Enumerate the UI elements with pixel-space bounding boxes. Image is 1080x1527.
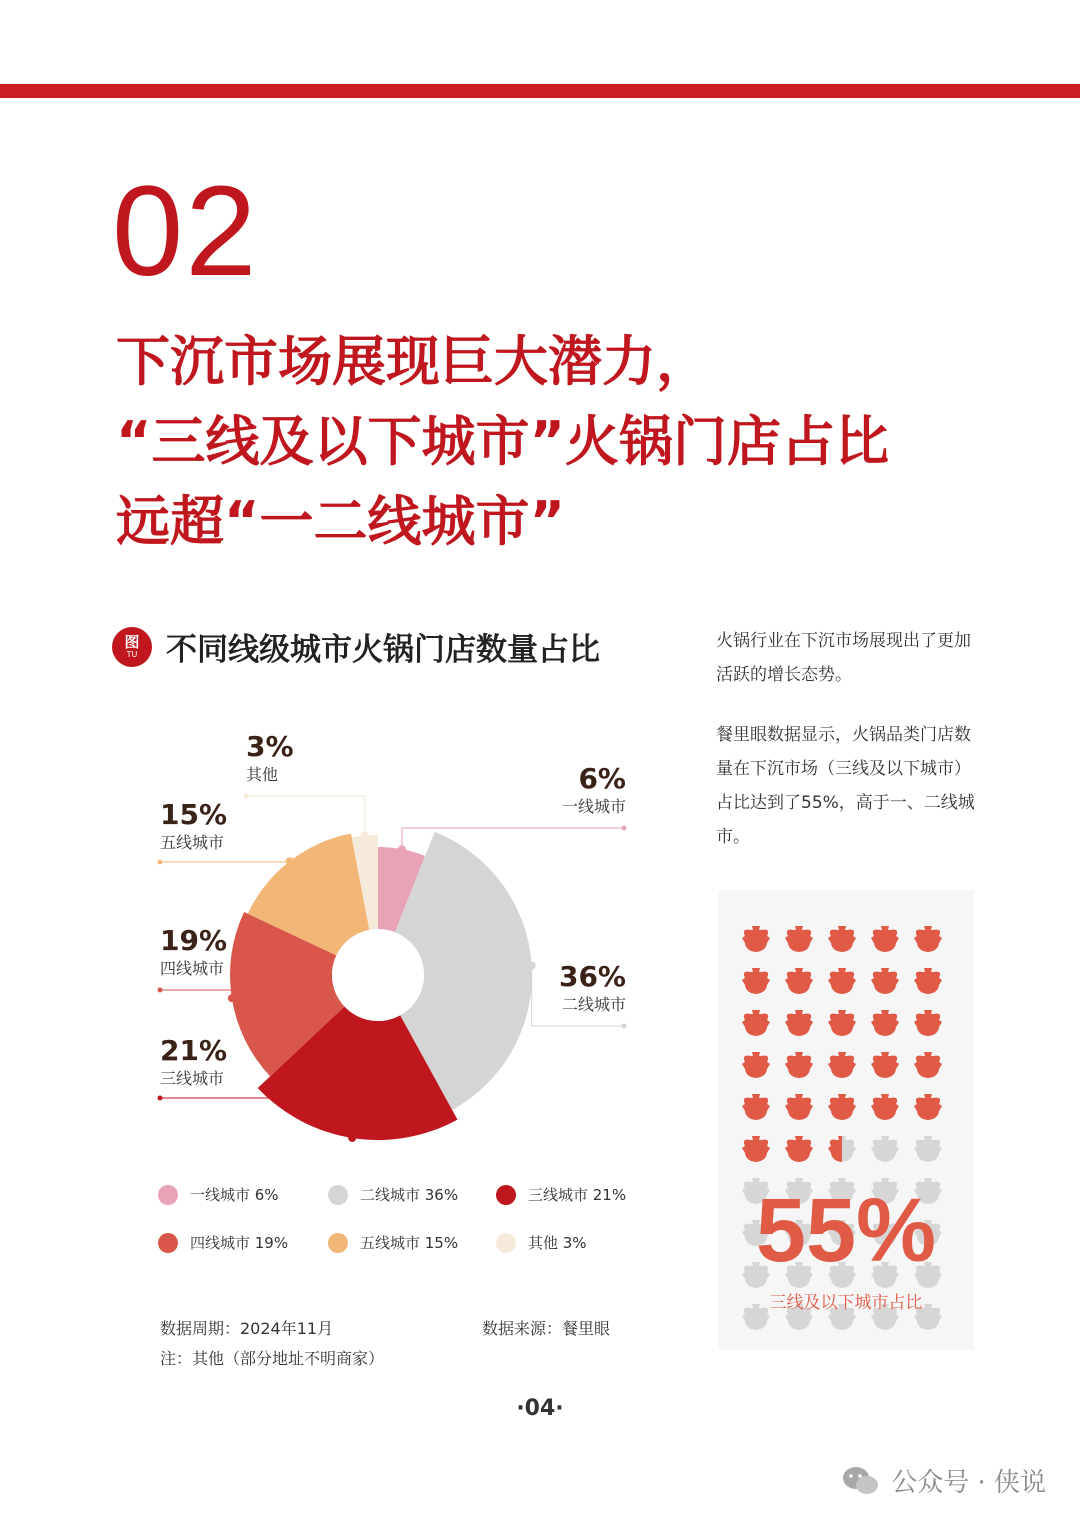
- teapot-icon: [785, 1010, 813, 1036]
- teapot-icon: [742, 1052, 770, 1078]
- legend-swatch: [328, 1185, 348, 1205]
- infographic-label: 三线及以下城市占比: [769, 1293, 923, 1313]
- legend-label: 二线城市 36%: [360, 1186, 459, 1204]
- teapot-grid: [718, 890, 974, 1350]
- legend-item-tier5: [328, 1232, 458, 1253]
- teapot-icon: [785, 1094, 813, 1120]
- teapot-icon: [742, 1136, 770, 1162]
- callout-tier1: [562, 762, 626, 818]
- callout-tier5: [160, 798, 227, 854]
- leader-dot-tier1: [398, 845, 406, 853]
- footnote-note: 注：其他（部分地址不明商家）: [160, 1349, 385, 1368]
- legend-item-tier1: [158, 1184, 279, 1205]
- headline-line-3: 远超“一二线城市”: [116, 490, 565, 553]
- teapot-icon: [785, 1052, 813, 1078]
- legend-label: 其他 3%: [528, 1234, 587, 1252]
- leader-dot-tier4: [158, 988, 163, 993]
- leader-dot-tier2: [622, 1024, 627, 1029]
- headline-line-2: “三线及以下城市”火锅门店占比: [116, 410, 889, 473]
- callout-tier4-label: 四线城市: [160, 959, 225, 978]
- infographic-value: 55%: [755, 1181, 937, 1281]
- legend-swatch: [158, 1185, 178, 1205]
- legend-label: 四线城市 19%: [190, 1234, 289, 1252]
- legend-label: 三线城市 21%: [528, 1186, 627, 1204]
- callout-tier4: [160, 924, 227, 980]
- callout-tier3-value: 21%: [160, 1034, 228, 1067]
- callout-tier3: [160, 1034, 227, 1090]
- callout-tier5-value: 15%: [160, 798, 228, 831]
- teapot-icon: [785, 1136, 813, 1162]
- leader-dot-tier3: [348, 1134, 356, 1142]
- teapot-icon: [914, 1052, 942, 1078]
- leader-dot-tier3: [158, 1096, 163, 1101]
- teapot-icon: [871, 1052, 899, 1078]
- callout-other: [246, 730, 294, 786]
- leader-dot-tier5: [158, 860, 163, 865]
- callout-tier2-value: 36%: [558, 960, 626, 993]
- legend-swatch: [496, 1185, 516, 1205]
- legend-item-tier4: [158, 1232, 288, 1253]
- teapot-icon: [742, 1094, 770, 1120]
- leader-line-other: [246, 796, 365, 836]
- teapot-icon: [742, 926, 770, 952]
- leader-dot-other: [361, 832, 369, 840]
- leader-line-tier4: [160, 990, 232, 998]
- teapot-icon: [828, 1010, 856, 1036]
- callout-other-label: 其他: [246, 765, 279, 784]
- teapot-icon: [871, 968, 899, 994]
- callout-tier1-label: 一线城市: [561, 797, 626, 816]
- teapot-icon: [914, 1010, 942, 1036]
- watermark: [841, 1462, 1046, 1499]
- teapot-icon: [914, 1136, 942, 1162]
- teapot-icon: [914, 926, 942, 952]
- leader-dot-tier1: [622, 826, 627, 831]
- legend-swatch: [158, 1233, 178, 1253]
- teapot-icon: [871, 1010, 899, 1036]
- teapot-icon: [871, 1136, 899, 1162]
- legend-label: 五线城市 15%: [360, 1234, 459, 1252]
- teapot-icon: [828, 1094, 856, 1120]
- callout-tier3-label: 三线城市: [160, 1069, 225, 1088]
- chart-badge-top: 图: [124, 633, 140, 651]
- leader-dot-other: [244, 794, 249, 799]
- teapot-icon: [828, 968, 856, 994]
- leader-dot-tier4: [228, 994, 236, 1002]
- teapot-icon: [785, 968, 813, 994]
- callout-tier2: [559, 960, 626, 1016]
- leader-dot-tier2: [528, 961, 536, 969]
- leader-line-tier5: [160, 861, 290, 862]
- teapot-icon: [742, 1010, 770, 1036]
- chart-title: 不同线级城市火锅门店数量占比: [166, 632, 600, 668]
- legend-item-tier2: [328, 1184, 458, 1205]
- side-paragraph-2: 餐里眼数据显示，火锅品类门店数量在下沉市场（三线及以下城市）占比达到了55%，高于一、二线城市。: [716, 725, 975, 847]
- section-number: 02: [112, 160, 259, 303]
- teapot-icon: [871, 1094, 899, 1120]
- callout-tier2-label: 二线城市: [561, 995, 626, 1014]
- watermark-text: 公众号 · 侠说: [891, 1468, 1046, 1498]
- callout-tier5-label: 五线城市: [160, 833, 225, 852]
- callout-other-value: 3%: [246, 730, 294, 763]
- teapot-icon: [828, 1052, 856, 1078]
- chart-badge-bottom: TU: [126, 650, 138, 659]
- teapot-icon: [785, 926, 813, 952]
- teapot-icon: [871, 926, 899, 952]
- legend-item-tier3: [496, 1184, 626, 1205]
- teapot-icon: [742, 968, 770, 994]
- legend-swatch: [328, 1233, 348, 1253]
- footnote-source: 数据来源：餐里眼: [482, 1319, 611, 1338]
- teapot-icon: [828, 1136, 856, 1162]
- footnote-period: 数据周期：2024年11月: [160, 1319, 334, 1338]
- legend-item-other: [496, 1232, 587, 1253]
- teapot-icon: [914, 968, 942, 994]
- teapot-icon: [914, 1094, 942, 1120]
- legend-swatch: [496, 1233, 516, 1253]
- infographic-box: [718, 890, 974, 1350]
- donut-hole: [332, 929, 424, 1021]
- wechat-icon: [841, 1464, 881, 1498]
- teapot-icon: [828, 926, 856, 952]
- leader-dot-tier5: [286, 857, 294, 865]
- callout-tier4-value: 19%: [160, 924, 228, 957]
- headline-line-1: 下沉市场展现巨大潜力，: [116, 330, 710, 393]
- page-number: ·04·: [516, 1396, 564, 1421]
- callout-tier1-value: 6%: [578, 762, 626, 795]
- side-paragraph-1: 火锅行业在下沉市场展现出了更加活跃的增长态势。: [716, 631, 971, 685]
- legend-label: 一线城市 6%: [190, 1186, 279, 1204]
